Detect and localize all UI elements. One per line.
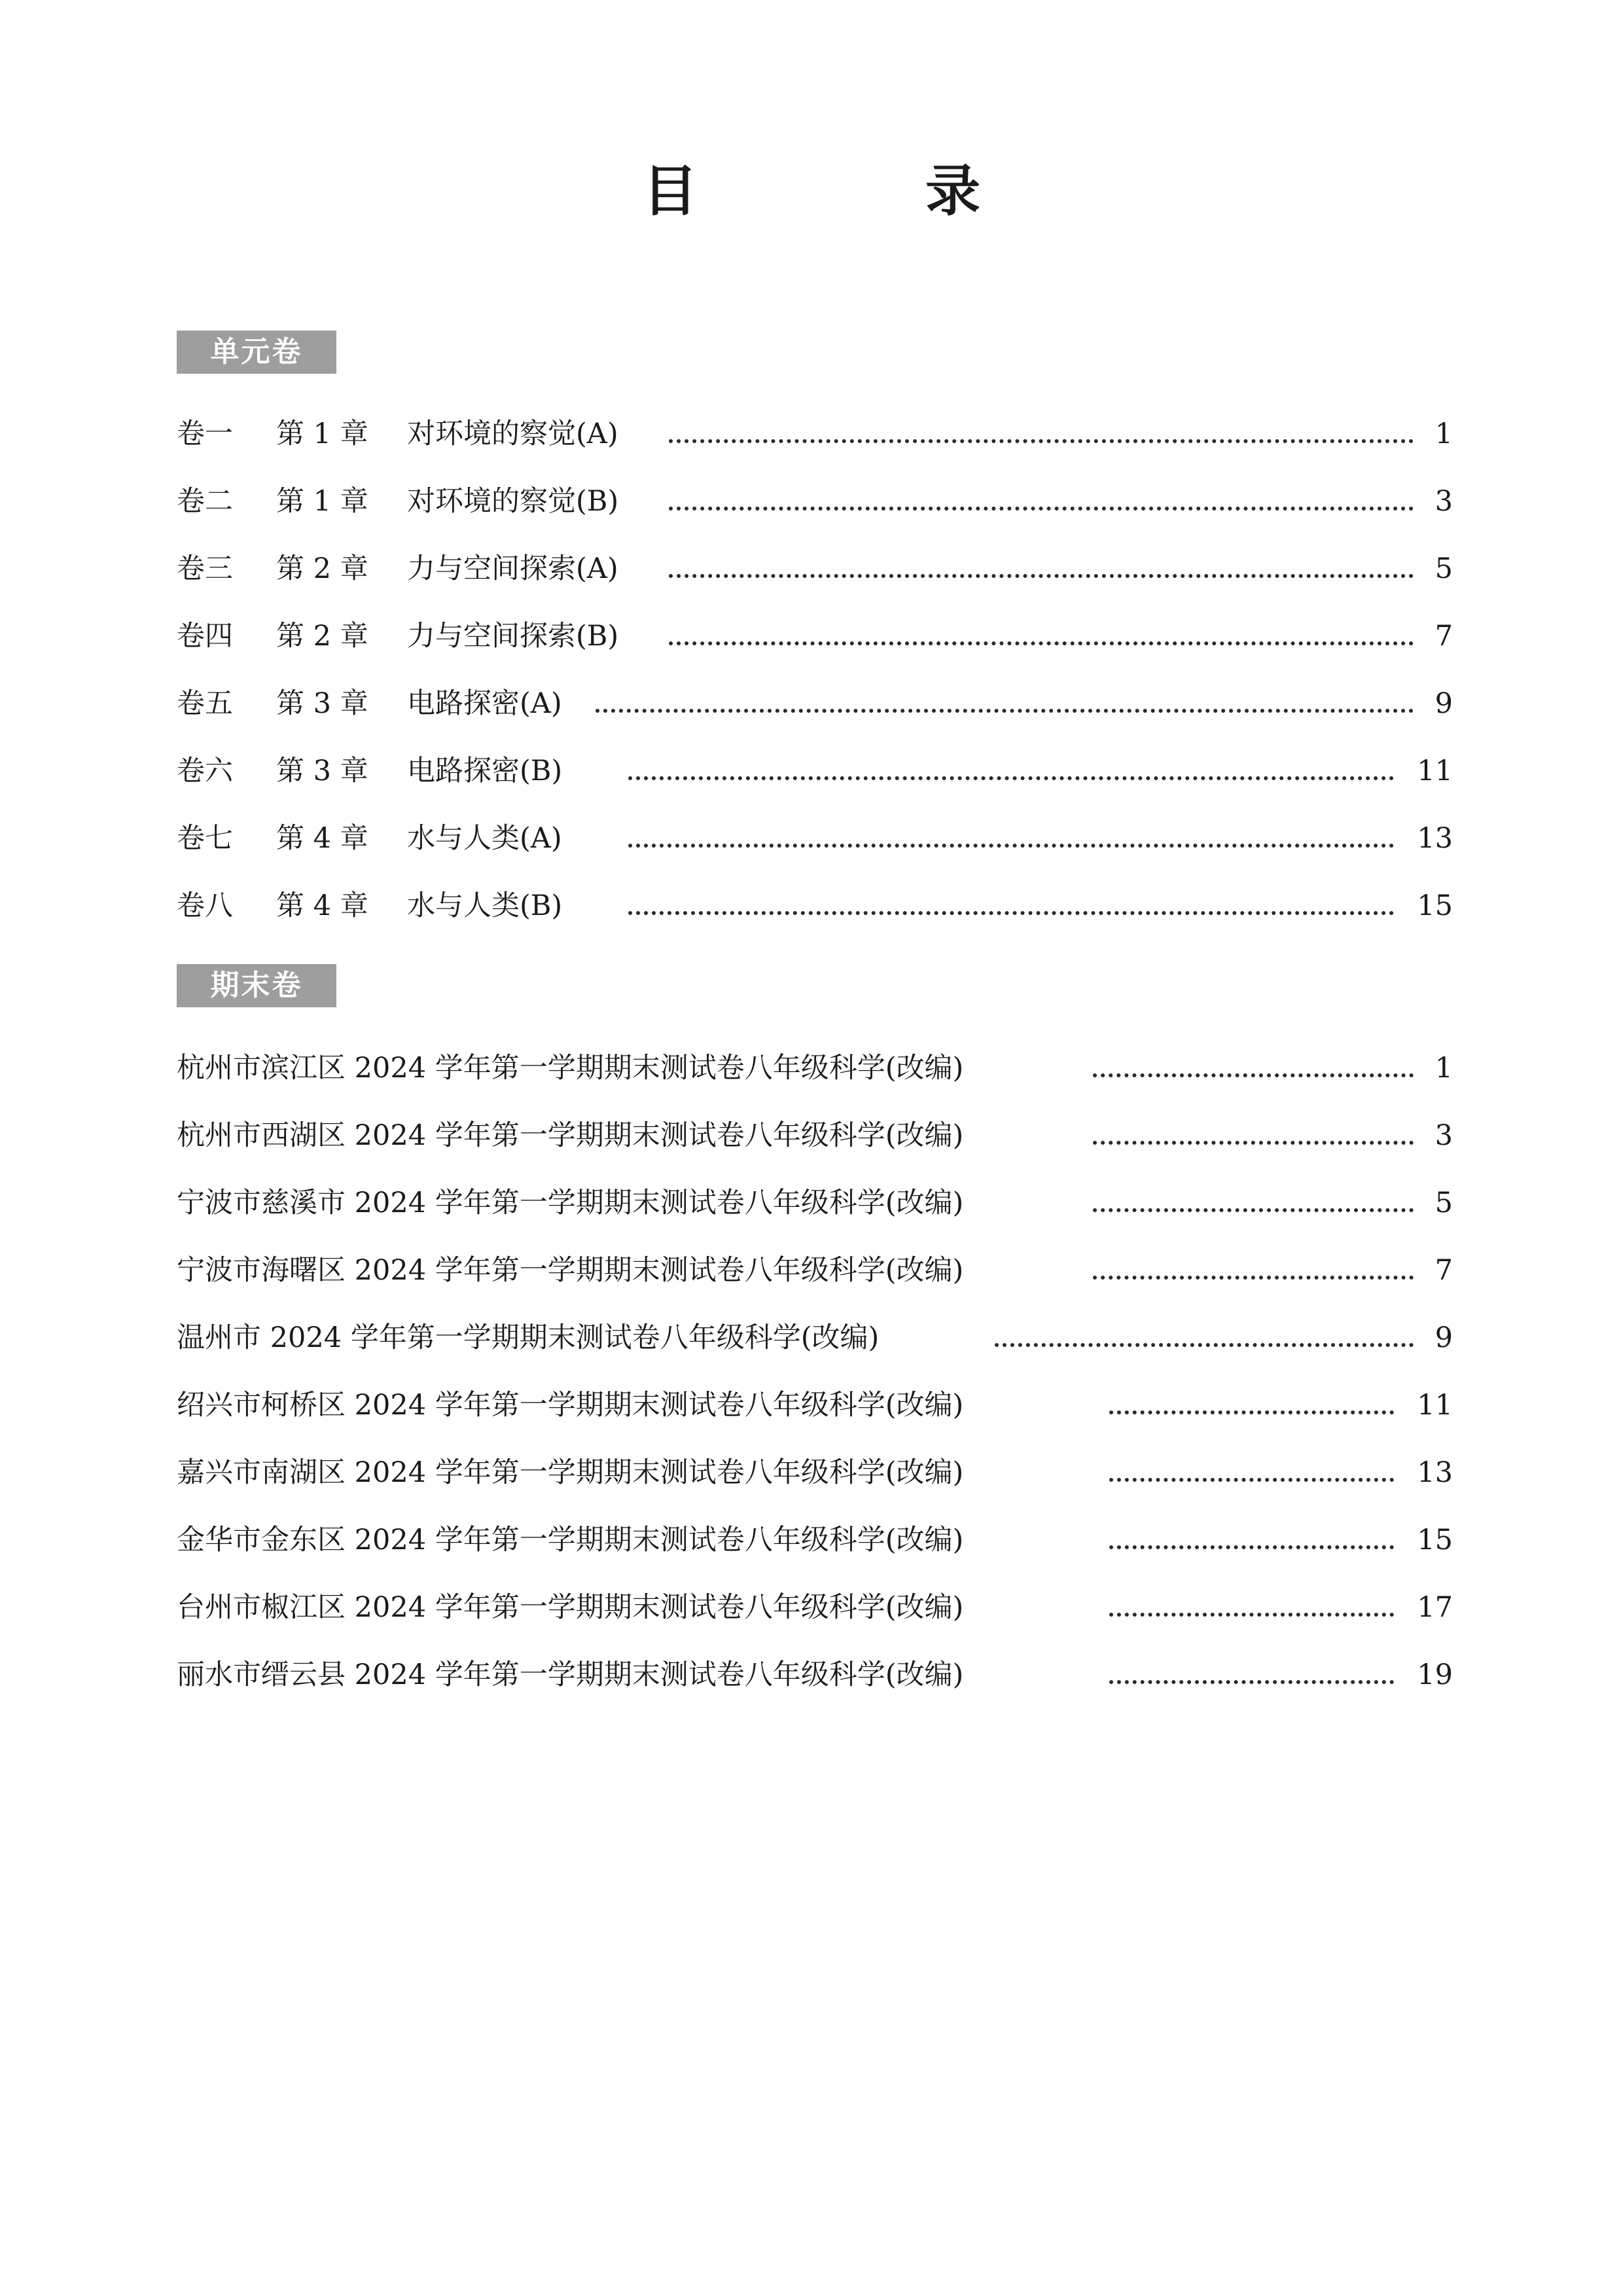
toc-entry-title: 杭州市滨江区 2024 学年第一学期期末测试卷八年级科学(改编): [177, 1052, 964, 1085]
toc-entry[interactable]: [177, 411, 1453, 457]
dot-leader: [1109, 1410, 1394, 1414]
toc-entry[interactable]: [177, 681, 1453, 726]
toc-page-number: 5: [1435, 552, 1453, 585]
toc-page-number: 19: [1417, 1659, 1453, 1691]
toc-page-number: 11: [1417, 755, 1453, 787]
toc-entry[interactable]: [177, 613, 1453, 659]
toc-page-number: 11: [1417, 1389, 1453, 1422]
toc-entry-title: 宁波市海曙区 2024 学年第一学期期末测试卷八年级科学(改编): [177, 1254, 964, 1287]
dot-leader: [1109, 1680, 1394, 1684]
toc-entry-title: 台州市椒江区 2024 学年第一学期期末测试卷八年级科学(改编): [177, 1591, 964, 1624]
toc-volume: 卷八: [177, 889, 233, 922]
toc-volume: 卷七: [177, 822, 233, 855]
toc-page-number: 13: [1417, 1456, 1453, 1489]
toc-entry[interactable]: [177, 1315, 1453, 1361]
toc-entry-title: 杭州市西湖区 2024 学年第一学期期末测试卷八年级科学(改编): [177, 1119, 964, 1152]
toc-chapter: 第 1 章: [276, 418, 368, 450]
dot-leader: [1109, 1613, 1394, 1617]
toc-page-number: 5: [1435, 1187, 1453, 1219]
toc-entry-title: 水与人类(A): [407, 822, 562, 855]
toc-entry[interactable]: [177, 1113, 1453, 1158]
toc-entry[interactable]: [177, 748, 1453, 794]
toc-page-number: 3: [1435, 1119, 1453, 1152]
toc-page-number: 15: [1417, 1524, 1453, 1556]
dot-leader: [995, 1343, 1414, 1347]
page-title: 目 录: [642, 159, 1067, 223]
toc-entry-title: 力与空间探索(A): [407, 552, 618, 585]
toc-chapter: 第 4 章: [276, 889, 368, 922]
toc-entry[interactable]: [177, 1517, 1453, 1563]
toc-chapter: 第 1 章: [276, 485, 368, 518]
toc-chapter: 第 2 章: [276, 620, 368, 653]
toc-page-number: 1: [1435, 418, 1453, 450]
toc-page-number: 13: [1417, 822, 1453, 855]
toc-page-number: 15: [1417, 889, 1453, 922]
dot-leader: [1093, 1208, 1414, 1212]
toc-entry[interactable]: [177, 478, 1453, 524]
dot-leader: [596, 709, 1414, 713]
toc-entry-title: 绍兴市柯桥区 2024 学年第一学期期末测试卷八年级科学(改编): [177, 1389, 964, 1422]
toc-entry[interactable]: [177, 1180, 1453, 1226]
dot-leader: [669, 507, 1414, 511]
toc-entry[interactable]: [177, 1652, 1453, 1698]
dot-leader: [669, 641, 1414, 645]
dot-leader: [1109, 1545, 1394, 1549]
toc-entry[interactable]: [177, 546, 1453, 592]
dot-leader: [1109, 1478, 1394, 1482]
toc-page-number: 1: [1435, 1052, 1453, 1085]
toc-page-number: 9: [1435, 687, 1453, 720]
toc-volume: 卷四: [177, 620, 233, 653]
toc-entry-title: 宁波市慈溪市 2024 学年第一学期期末测试卷八年级科学(改编): [177, 1187, 964, 1219]
toc-entry[interactable]: [177, 1247, 1453, 1293]
dot-leader: [1093, 1276, 1414, 1280]
toc-entry-title: 水与人类(B): [407, 889, 563, 922]
toc-volume: 卷五: [177, 687, 233, 720]
toc-volume: 卷三: [177, 552, 233, 585]
toc-chapter: 第 4 章: [276, 822, 368, 855]
toc-entry-title: 电路探密(B): [407, 755, 563, 787]
toc-volume: 卷一: [177, 418, 233, 450]
toc-entry-title: 温州市 2024 学年第一学期期末测试卷八年级科学(改编): [177, 1321, 880, 1354]
section-tag-final: 期末卷: [177, 964, 336, 1007]
toc-entry[interactable]: [177, 1450, 1453, 1496]
toc-entry[interactable]: [177, 1585, 1453, 1630]
toc-volume: 卷六: [177, 755, 233, 787]
toc-entry-title: 对环境的察觉(B): [407, 485, 619, 518]
toc-chapter: 第 2 章: [276, 552, 368, 585]
toc-entry-title: 丽水市缙云县 2024 学年第一学期期末测试卷八年级科学(改编): [177, 1659, 964, 1691]
dot-leader: [1093, 1073, 1414, 1077]
dot-leader: [1093, 1141, 1414, 1145]
toc-chapter: 第 3 章: [276, 755, 368, 787]
toc-page-number: 7: [1435, 620, 1453, 653]
dot-leader: [628, 844, 1394, 848]
toc-entry-title: 力与空间探索(B): [407, 620, 619, 653]
toc-volume: 卷二: [177, 485, 233, 518]
toc-entry-title: 对环境的察觉(A): [407, 418, 618, 450]
dot-leader: [628, 776, 1394, 780]
dot-leader: [628, 911, 1394, 915]
toc-page-number: 9: [1435, 1321, 1453, 1354]
toc-entry-title: 金华市金东区 2024 学年第一学期期末测试卷八年级科学(改编): [177, 1524, 964, 1556]
dot-leader: [669, 574, 1414, 578]
toc-entry-title: 嘉兴市南湖区 2024 学年第一学期期末测试卷八年级科学(改编): [177, 1456, 964, 1489]
toc-page-number: 17: [1417, 1591, 1453, 1624]
toc-entry[interactable]: [177, 816, 1453, 861]
toc-entry[interactable]: [177, 1045, 1453, 1091]
toc-entry[interactable]: [177, 883, 1453, 929]
toc-entry-title: 电路探密(A): [407, 687, 562, 720]
toc-entry[interactable]: [177, 1382, 1453, 1428]
section-tag-unit: 单元卷: [177, 331, 336, 374]
toc-chapter: 第 3 章: [276, 687, 368, 720]
toc-page-number: 7: [1435, 1254, 1453, 1287]
toc-page-number: 3: [1435, 485, 1453, 518]
dot-leader: [669, 439, 1414, 443]
